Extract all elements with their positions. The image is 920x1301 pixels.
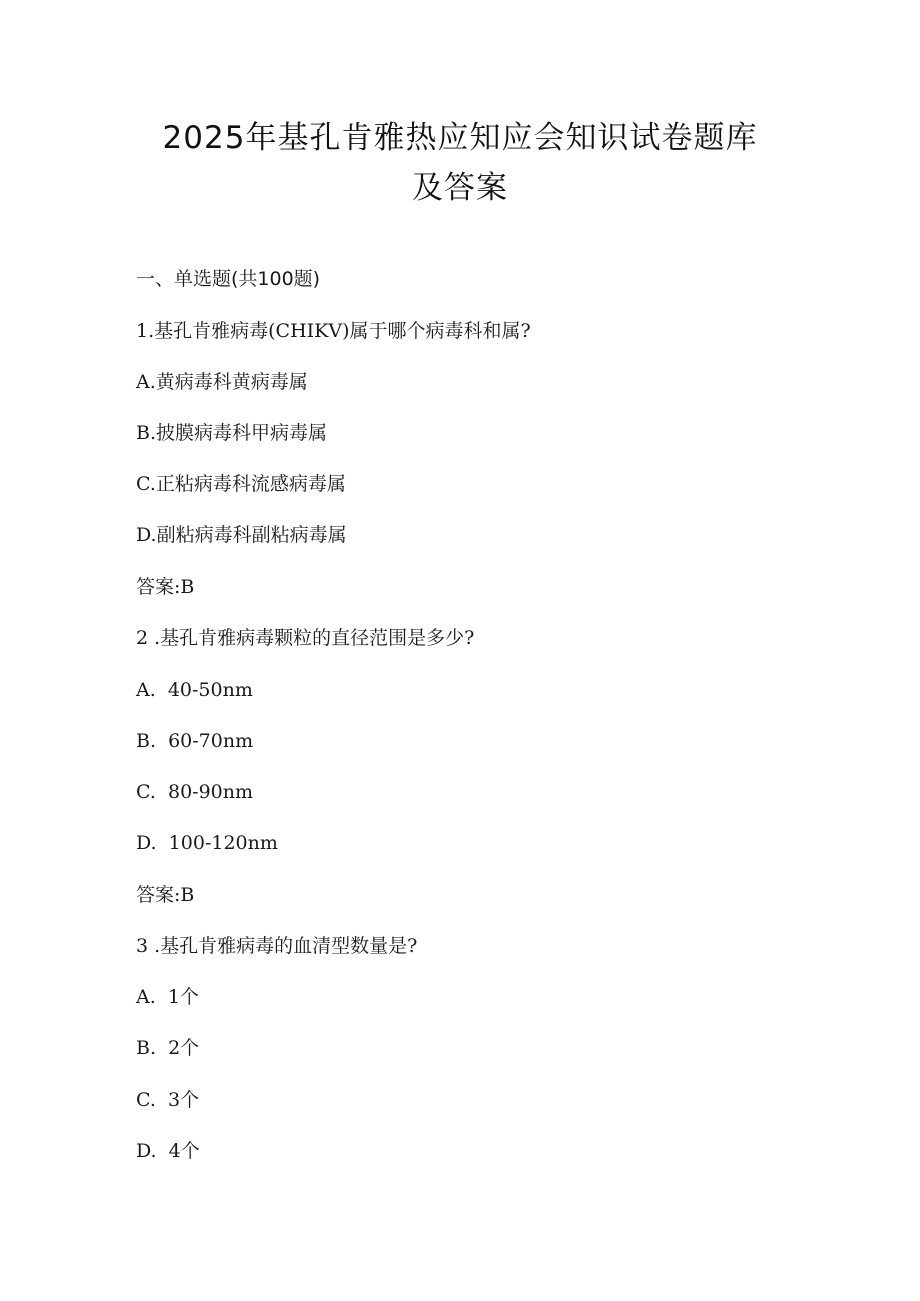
question-stem: 1.基孔肯雅病毒(CHIKV)属于哪个病毒科和属? [136,320,531,342]
option-a: A.黄病毒科黄病毒属 [136,371,308,393]
question-stem: 3 .基孔肯雅病毒的血清型数量是? [136,935,418,957]
option-c: C.正粘病毒科流感病毒属 [136,473,346,495]
option-a: A. 1个 [136,986,199,1008]
document-title-line1: 2025年基孔肯雅热应知应会知识试卷题库 [162,120,758,156]
option-c: C. 3个 [136,1089,200,1111]
question-stem: 2 .基孔肯雅病毒颗粒的直径范围是多少? [136,627,475,649]
option-d: D. 4个 [136,1140,200,1162]
section-heading: 一、单选题(共100题) [136,268,321,290]
answer: 答案:B [136,884,195,906]
option-d: D. 100-120nm [136,832,278,854]
option-d: D.副粘病毒科副粘病毒属 [136,524,347,546]
answer: 答案:B [136,576,195,598]
option-a: A. 40-50nm [136,679,253,701]
option-b: B. 60-70nm [136,730,254,752]
option-b: B.披膜病毒科甲病毒属 [136,422,328,444]
document-title-line2: 及答案 [412,170,508,206]
option-c: C. 80-90nm [136,781,254,803]
option-b: B. 2个 [136,1037,200,1059]
